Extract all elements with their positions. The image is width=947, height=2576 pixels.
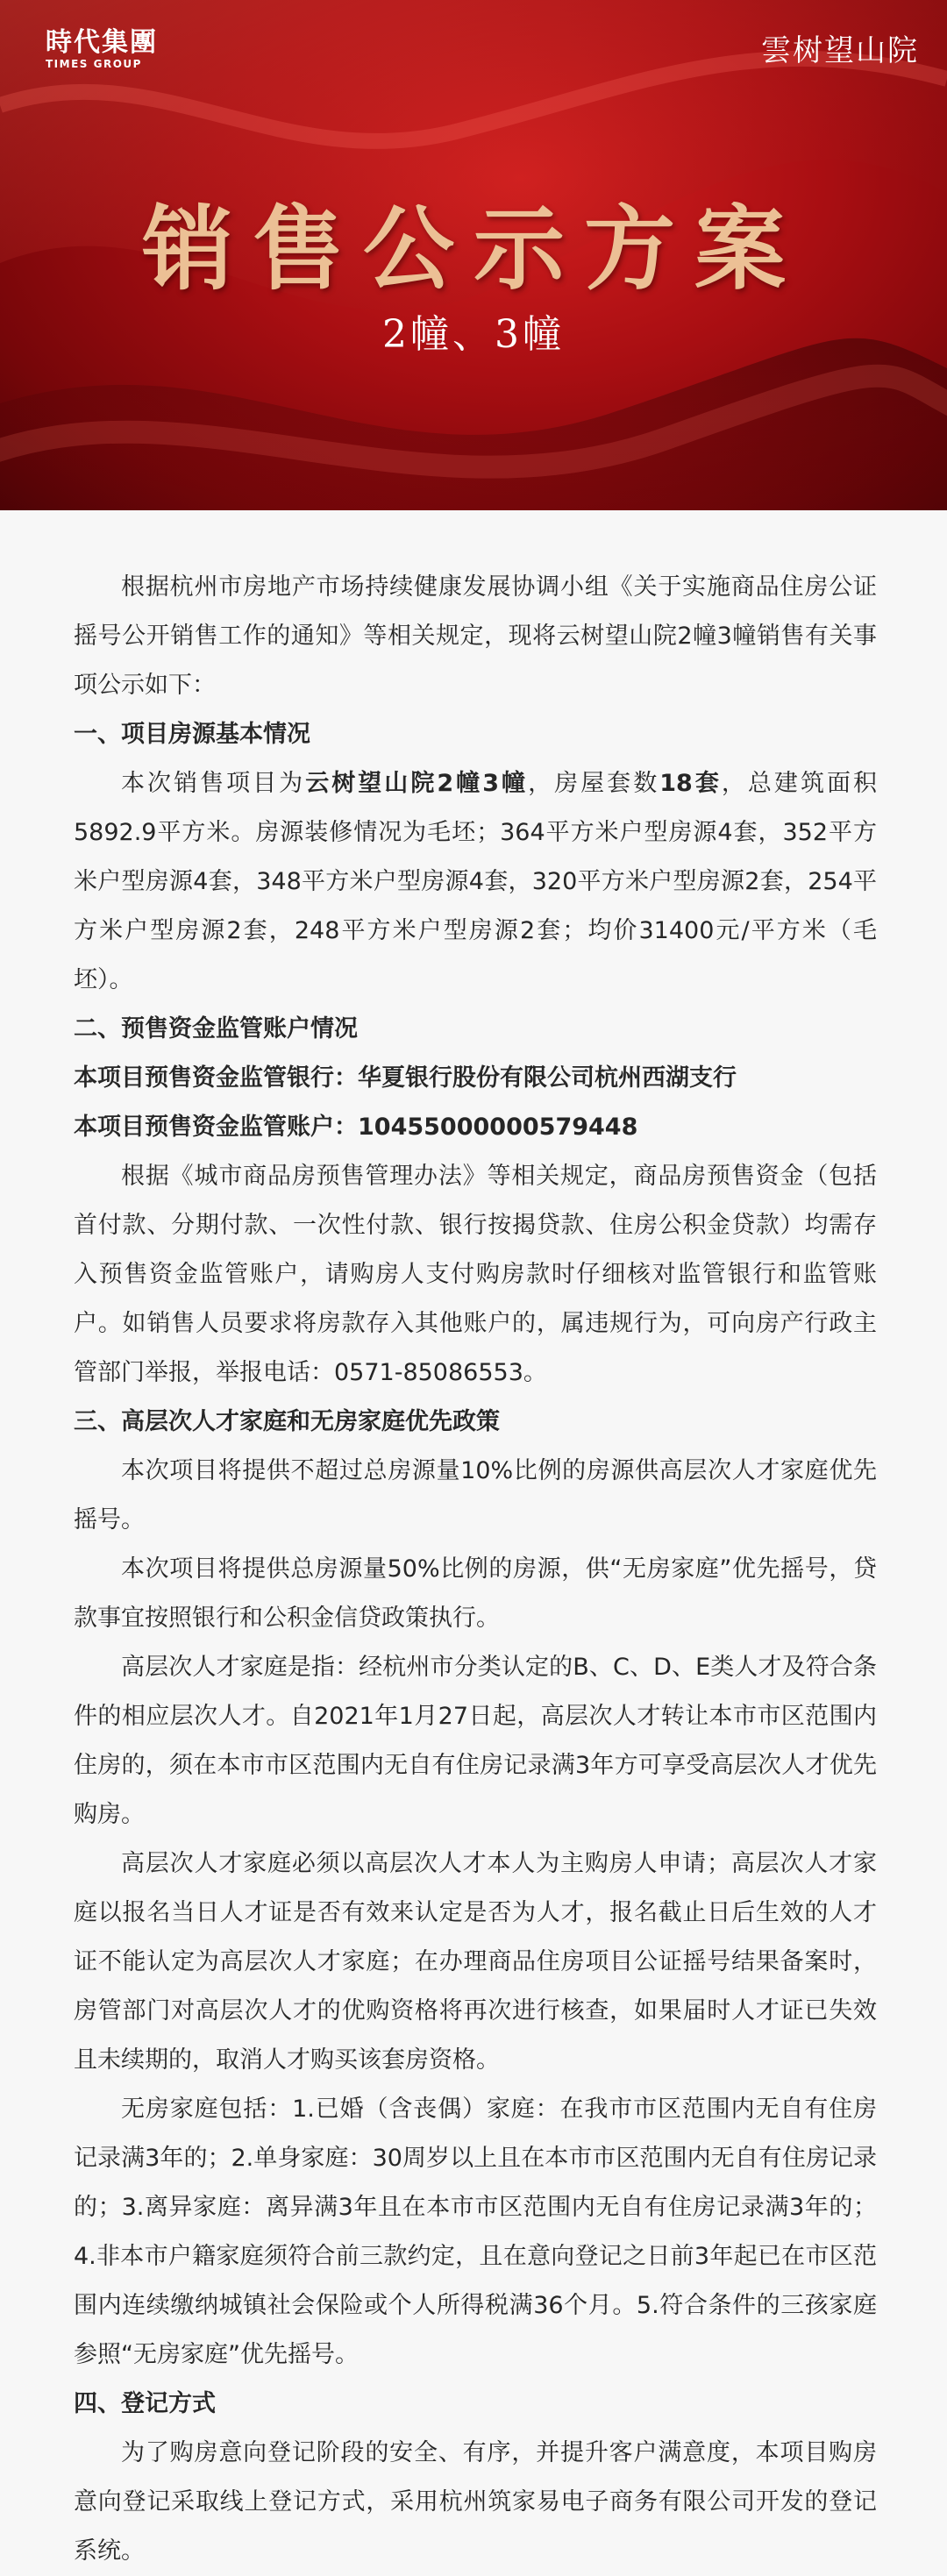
section-paragraph: 无房家庭包括：1.已婚（含丧偶）家庭：在我市市区范围内无自有住房记录满3年的；2.单身家庭：30周岁以上且在本市市区范围内无自有住房记录的；3.离异家庭：离异满3年且在本市市区范围内无自有住房记录满3年的；4.非本市户籍家庭须符合前三款约定，且在意向登记之日前3年起已在市区范围内连续缴纳城镇社会保险或个人所得税满36个月。5.符合条件的三孩家庭参照“无房家庭”优先摇号。 [74, 2096, 877, 2368]
supervising-account: 本项目预售资金监管账户：10455000000579448 [74, 1114, 638, 1141]
section-paragraph: 本次项目将提供总房源量50%比例的房源，供“无房家庭”优先摇号，贷款事宜按照银行和公积金信贷政策执行。 [74, 1555, 877, 1632]
section-paragraph: 高层次人才家庭必须以高层次人才本人为主购房人申请；高层次人才家庭以报名当日人才证是否有效来认定是否为人才，报名截止日后生效的人才证不能认定为高层次人才家庭；在办理商品住房项目公证摇号结果备案时，房管部门对高层次人才的优购资格将再次进行核查，如果届时人才证已失效且未续期的，取消人才购买该套房资格。 [74, 1850, 877, 2074]
section-paragraph: 本次销售项目为云树望山院2幢3幢，房屋套数18套，总建筑面积5892.9平方米。房源装修情况为毛坯；364平方米户型房源4套，352平方米户型房源4套，348平方米户型房源4套，320平方米户型房源2套，254平方米户型房源2套，248平方米户型房源2套；均价31400元/平方米（毛坯）。 [74, 770, 878, 993]
section-paragraph: 根据《城市商品房预售管理办法》等相关规定，商品房预售资金（包括首付款、分期付款、一次性付款、银行按揭贷款、住房公积金贷款）均需存入预售资金监管账户，请购房人支付购房款时仔细核对监管银行和监管账户。如销售人员要求将房款存入其他账户的，属违规行为，可向房产行政主管部门举报，举报电话：0571-85086553。 [74, 1163, 877, 1386]
page-title: 销售公示方案 [141, 195, 805, 302]
project-logo: 雲树望山院 [761, 33, 919, 68]
times-group-logo: 時代集團 TIMES GROUP [46, 27, 158, 70]
header-banner [0, 0, 947, 510]
section-heading: 四、登记方式 [74, 2390, 216, 2417]
supervising-bank: 本项目预售资金监管银行：华夏银行股份有限公司杭州西湖支行 [74, 1064, 737, 1092]
section-paragraph: 本次项目将提供不超过总房源量10%比例的房源供高层次人才家庭优先摇号。 [74, 1457, 877, 1534]
intro-paragraph: 根据杭州市房地产市场持续健康发展协调小组《关于实施商品住房公证摇号公开销售工作的通知》等相关规定，现将云树望山院2幢3幢销售有关事项公示如下： [74, 573, 877, 699]
announcement-body [0, 510, 947, 2576]
section-heading: 二、预售资金监管账户情况 [74, 1015, 358, 1042]
section-heading: 一、项目房源基本情况 [74, 721, 310, 748]
section-heading: 三、高层次人才家庭和无房家庭优先政策 [74, 1408, 500, 1435]
page-subtitle: 2幢、3幢 [382, 312, 565, 357]
section-paragraph: 为了购房意向登记阶段的安全、有序，并提升客户满意度，本项目购房意向登记采取线上登记方式，采用杭州筑家易电子商务有限公司开发的登记系统。 [74, 2439, 877, 2565]
section-paragraph: 高层次人才家庭是指：经杭州市分类认定的B、C、D、E类人才及符合条件的相应层次人才。自2021年1月27日起，高层次人才转让本市市区范围内住房的，须在本市市区范围内无自有住房记录满3年方可享受高层次人才优先购房。 [74, 1654, 877, 1828]
